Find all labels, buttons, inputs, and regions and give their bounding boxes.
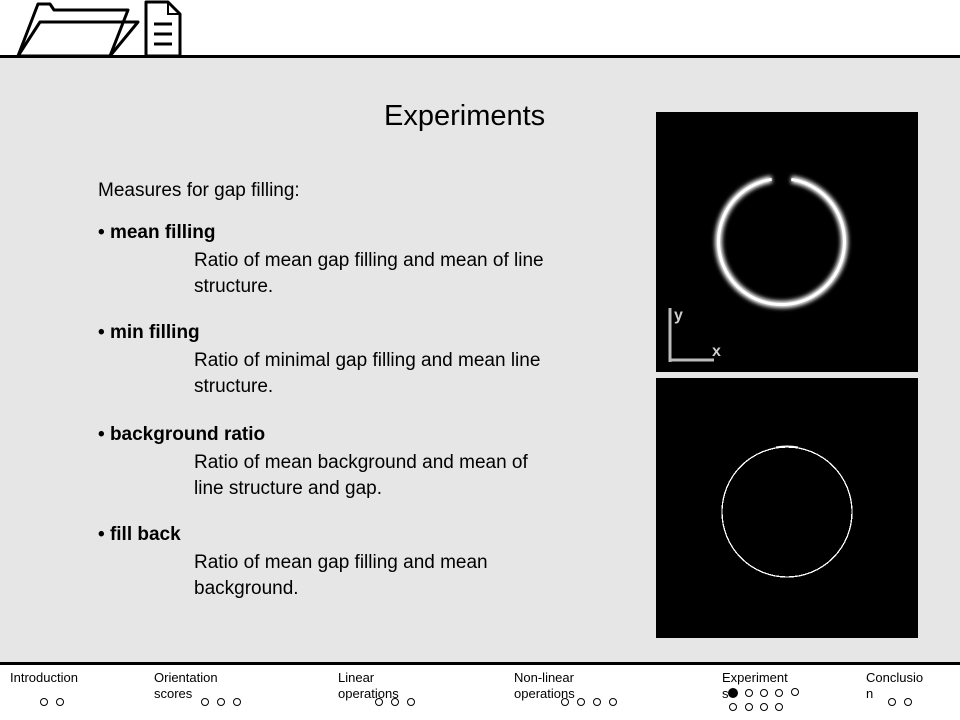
measure-item-mean-filling: • mean filling Ratio of mean gap filling and mean of line structure. bbox=[98, 222, 554, 300]
measure-description: Ratio of mean background and mean of line structure and gap. bbox=[194, 452, 528, 499]
nav-section-conclusion[interactable] bbox=[866, 670, 923, 702]
measure-description: Ratio of mean gap filling and mean of line structure. bbox=[194, 250, 544, 297]
slide-dot[interactable] bbox=[407, 698, 415, 706]
slide-dot[interactable] bbox=[729, 703, 737, 711]
slide-dot[interactable] bbox=[904, 698, 912, 706]
measure-description: Ratio of mean gap filling and mean background. bbox=[194, 552, 488, 599]
slide-intro: Measures for gap filling: bbox=[98, 180, 300, 201]
nav-label: Linear bbox=[338, 670, 375, 685]
nav-label: operations bbox=[338, 686, 399, 701]
nav-label: s bbox=[722, 686, 729, 701]
slide-dot-current[interactable] bbox=[728, 688, 738, 698]
nav-label: scores bbox=[154, 686, 193, 701]
slide-title: Experiments bbox=[384, 100, 546, 132]
slide-dot[interactable] bbox=[561, 698, 569, 706]
folder-icon bbox=[10, 0, 140, 58]
slide-dot[interactable] bbox=[888, 698, 896, 706]
nav-label: Conclusio bbox=[866, 670, 924, 685]
slide-dot[interactable] bbox=[791, 688, 799, 696]
nav-label: Orientation bbox=[154, 670, 218, 685]
slide-dot[interactable] bbox=[40, 698, 48, 706]
measure-description: Ratio of minimal gap filling and mean line structure. bbox=[194, 350, 541, 397]
y-axis-label: y bbox=[674, 307, 683, 324]
measure-name: background ratio bbox=[109, 424, 266, 445]
nav-label: Non-linear bbox=[514, 670, 574, 685]
document-icon bbox=[140, 0, 184, 58]
slide-dot[interactable] bbox=[577, 698, 585, 706]
gap-circle-image bbox=[656, 112, 918, 372]
slide-dot[interactable] bbox=[775, 703, 783, 711]
section-navigation bbox=[0, 665, 960, 720]
header-bar bbox=[0, 0, 960, 56]
slide-dot[interactable] bbox=[391, 698, 399, 706]
slide-dot[interactable] bbox=[760, 689, 768, 697]
slide-dot[interactable] bbox=[593, 698, 601, 706]
nav-section-introduction[interactable] bbox=[10, 670, 78, 686]
measure-item-fill-back: • fill back Ratio of mean gap filling and mean background. bbox=[98, 524, 554, 602]
nav-section-orientation-scores[interactable] bbox=[154, 670, 218, 702]
slide-dot[interactable] bbox=[375, 698, 383, 706]
measure-name: min filling bbox=[109, 322, 200, 343]
measure-item-min-filling: • min filling Ratio of minimal gap filling and mean line structure. bbox=[98, 322, 554, 400]
slide-dot[interactable] bbox=[201, 698, 209, 706]
measure-item-background-ratio: • background ratio Ratio of mean background and mean of line structure and gap. bbox=[98, 424, 554, 502]
slide-dot[interactable] bbox=[760, 703, 768, 711]
slide-dot[interactable] bbox=[56, 698, 64, 706]
slide-dot[interactable] bbox=[745, 689, 753, 697]
slide-dot[interactable] bbox=[609, 698, 617, 706]
slide-dot[interactable] bbox=[217, 698, 225, 706]
filled-circle-image bbox=[656, 378, 918, 638]
slide-dot[interactable] bbox=[745, 703, 753, 711]
slide-dot[interactable] bbox=[233, 698, 241, 706]
nav-label: Experiment bbox=[722, 670, 788, 685]
nav-label: Introduction bbox=[10, 670, 78, 685]
nav-label: n bbox=[866, 686, 874, 701]
nav-label: operations bbox=[514, 686, 575, 701]
x-axis-label: x bbox=[712, 343, 721, 360]
measure-name: fill back bbox=[109, 524, 181, 545]
nav-section-linear-operations[interactable] bbox=[338, 670, 399, 702]
measure-name: mean filling bbox=[109, 222, 216, 243]
slide-dot[interactable] bbox=[775, 689, 783, 697]
